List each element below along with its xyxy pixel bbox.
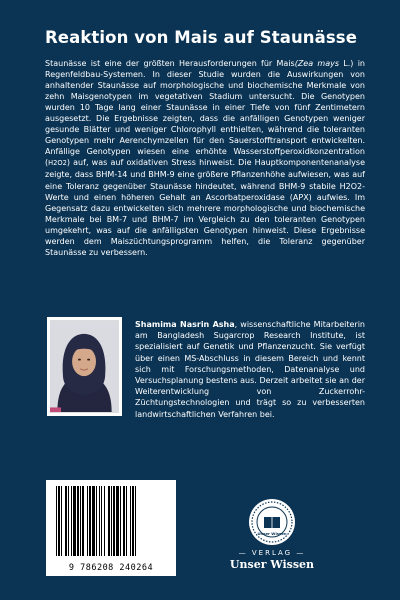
- publisher-logo: [226, 497, 318, 571]
- barcode-bar: [68, 486, 69, 556]
- isbn-barcode: [46, 480, 176, 576]
- author-bio-text: , wissenschaftliche Mitarbeiterin am Bangladesh Sugarcrop Research Institute, ist spezialisiert auf Genetik und Pflanzenzucht. Sie verfügt über einen MS-Abschluss in diesem Bereich und kennt sich mit Forschungsmethoden, Datenanalyse und Versuchsplanung bestens aus. Derzeit arbeitet sie an der Weiterentwicklung von Zuckerrohr-Züchtungstechnologien und trägt so zu verbesserten landwirtschaftlichen Verfahren bei.: [135, 320, 365, 419]
- barcode-bar: [116, 486, 119, 556]
- barcode-bar: [65, 486, 67, 556]
- barcode-bars: [54, 486, 168, 556]
- book-title: Reaktion von Mais auf Staunässe: [45, 28, 357, 47]
- species-name: (Zea mays: [294, 59, 340, 68]
- author-biography: [135, 319, 365, 420]
- barcode-bar: [99, 486, 100, 556]
- publisher-verlag-label: — VERLAG —: [238, 549, 306, 557]
- barcode-bar: [61, 486, 62, 556]
- barcode-bar: [77, 486, 79, 556]
- barcode-bar: [89, 486, 91, 556]
- barcode-bar: [56, 486, 57, 556]
- author-photo: [47, 317, 122, 416]
- barcode-bar: [113, 486, 115, 556]
- barcode-bar: [82, 486, 84, 556]
- author-portrait: [50, 320, 119, 413]
- isbn-number: 9 786208 240264: [68, 563, 154, 573]
- barcode-bar: [58, 486, 60, 556]
- barcode-bar: [108, 486, 110, 556]
- barcode-bar: [71, 486, 72, 556]
- seal-text: Unser Wissen: [257, 531, 287, 536]
- abstract-text: [45, 58, 365, 258]
- barcode-bar: [111, 486, 112, 556]
- barcode-bar: [132, 486, 134, 556]
- h2o2-term: H2O2: [48, 159, 67, 168]
- publisher-seal-icon: [247, 497, 297, 547]
- barcode-bar: [123, 486, 125, 556]
- barcode-bar: [120, 486, 121, 556]
- barcode-bar: [73, 486, 76, 556]
- barcode-bar: [92, 486, 95, 556]
- abstract-part-1: Staunässe ist eine der größten Herausforderungen für Mais: [45, 59, 295, 68]
- publisher-name: Unser Wissen: [229, 558, 315, 571]
- barcode-bar: [80, 486, 81, 556]
- abstract-part-3: ) auf, was auf oxidativen Stress hinweist. Die Hauptkomponentenanalyse zeigte, dass BHM-14 und BHM-9 eine größere Pflanzenhöhe aufwiesen, was auf eine Toleranz gegenüber Staunässe hindeutet, während BHM-9 stabile H2O2-Werte und einen höheren Gehalt an Ascorbatperoxidase (APX) aufwies. Im Gegensatz dazu entwickelten sich mehrere morphologische und biochemische Merkmale bei BM-7 und BHM-7 im Vergleich zu den toleranten Genotypen umgekehrt, was auf die anfälligsten Genotypen hinweist. Diese Ergebnisse werden dem Maiszüchtungsprogramm helfen, die Toleranz gegenüber Staunässe zu verbessern.: [45, 158, 365, 257]
- barcode-bar: [126, 486, 127, 556]
- barcode-bar: [130, 486, 131, 556]
- barcode-bar: [104, 486, 105, 556]
- barcode-bar: [87, 486, 88, 556]
- barcode-bar: [135, 486, 136, 556]
- barcode-bar: [101, 486, 102, 556]
- author-name: Shamima Nasrin Asha: [135, 320, 235, 329]
- barcode-bar: [96, 486, 97, 556]
- abstract-part-2: L.) in Regenfeldbau-Systemen. In dieser Studie wurden die Auswirkungen von anhaltender Staunässe auf morphologische und biochemische Merkmale von zehn Maisgenotypen im vegetativen Stadium untersucht. Die Genotypen wurden 10 Tage lang einer Staunässe in einer Tiefe von fünf Zentimetern ausgesetzt. Die Ergebnisse zeigten, dass die anfälligen Genotypen weniger gesunde Blätter und weniger Chlorophyll enthielten, während die toleranten Genotypen mehr Aerenchymzellen für den Sauerstofftransport entwickelten. Anfällige Genotypen wiesen eine erhöhte Wasserstoffperoxidkonzentration (: [45, 59, 365, 168]
